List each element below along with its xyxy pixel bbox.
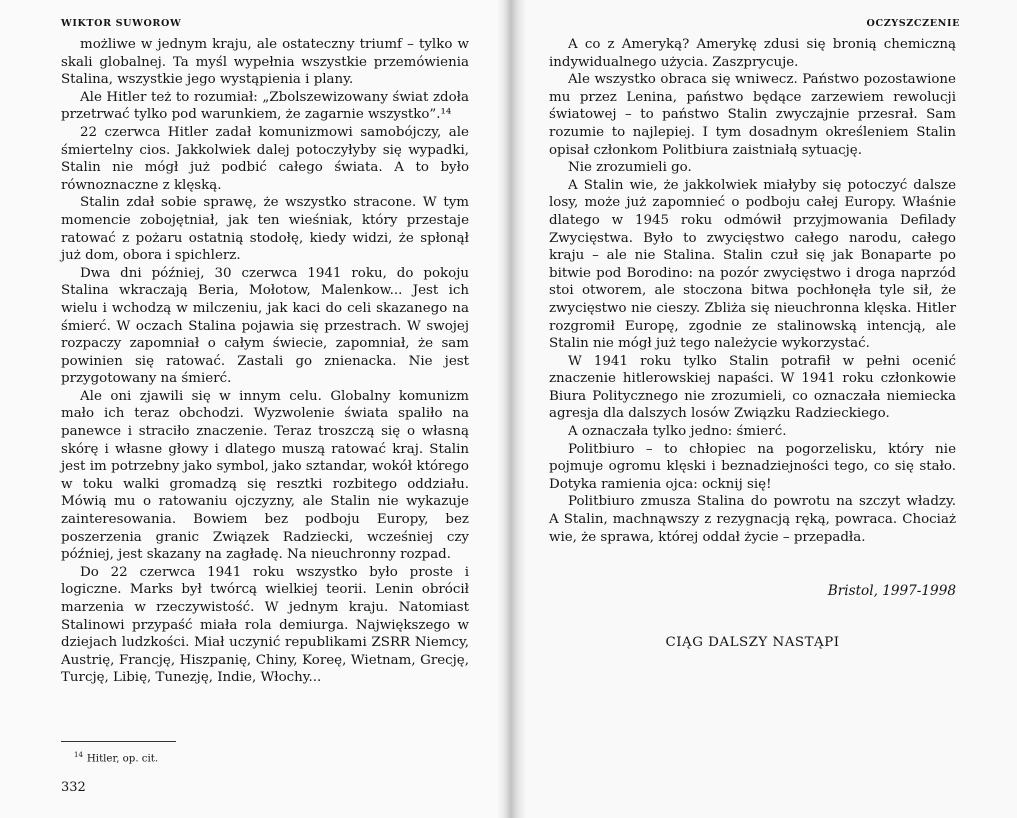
paragraph: Do 22 czerwca 1941 roku wszystko było proste i logiczne. Marks był twórcą wielkiej teorii. Lenin obrócił marzenia w rzeczywistość. W jednym kraju. Natomiast Stalinowi przypaść miała rola demiurga. Największego w dziejach ludzkości. Miał uczynić republikami ZSRR Niemcy, Austrię, Francję, Hiszpanię, Chiny, Koreę, Wietnam, Grecję, Turcję, Libię, Tunezję, Indie, Włochy... bbox=[61, 564, 469, 686]
footnote bbox=[74, 751, 158, 764]
paragraph: Ale Hitler też to rozumiał: „Zbolszewizowany świat zdoła przetrwać tylko pod warunkiem, że zagarnie wszystko”.¹⁴ bbox=[61, 89, 469, 123]
right-page-body bbox=[549, 36, 956, 546]
footnote-text: Hitler, op. cit. bbox=[86, 753, 159, 765]
paragraph: A oznaczała tylko jedno: śmierć. bbox=[568, 424, 787, 440]
left-page bbox=[0, 0, 508, 818]
footnote-divider bbox=[61, 741, 176, 742]
running-head-right: OCZYSZCZENIE bbox=[866, 18, 960, 29]
paragraph: Ale wszystko obraca się wniwecz. Państwo pozostawione mu przez Lenina, państwo będące zarzewiem rewolucji światowej – to państwo Stalin zwyczajnie przesrał. Sam rozumie to najlepiej. I tym dosadnym określeniem Stalin opisał członkom Politbiura zaistniałą sytuację. bbox=[549, 72, 956, 158]
paragraph: możliwe w jednym kraju, ale ostateczny triumf – tylko w skali globalnej. Ta myśl wypełnia wszystkie przemówienia Stalina, wszystkie jego wystąpienia i plany. bbox=[61, 37, 469, 88]
paragraph: W 1941 roku tylko Stalin potrafił w pełni ocenić znaczenie hitlerowskiej napaści. W 1941 roku członkowie Biura Politycznego nie zrozumieli, co oznaczała niemiecka agresja dla dalszych losów Związku Radzieckiego. bbox=[549, 353, 956, 422]
paragraph: Dwa dni później, 30 czerwca 1941 roku, do pokoju Stalina wkraczają Beria, Mołotow, Malenkow... Jest ich wielu i wchodzą w milczeniu, jak kaci do celi skazanego na śmierć. W oczach Stalina pojawia się przestrach. W swojej rozpaczy zapomniał o całym świecie, zapomniał, że sam powinien się ratować. Zastali go znienacka. Nie jest przygotowany na śmierć. bbox=[61, 265, 469, 387]
page-number: 332 bbox=[61, 780, 86, 795]
paragraph: A Stalin wie, że jakkolwiek miałyby się potoczyć dalsze losy, może już zapomnieć o podboju całej Europy. Właśnie dlatego w 1945 roku odmówił przyjmowania Defilady Zwycięstwa. Było to zwycięstwo całego narodu, całego kraju – ale nie Stalina. Stalin czuł się jak Bonaparte po bitwie pod Borodino: na pozór zwycięstwo i droga naprzód stoi otworem, ale stoczona bitwa pochłonęła tyle sił, że zwycięstwo nie cieszy. Zbliża się nieuchronna klęska. Hitler rozgromił Europę, zgodnie ze stalinowską intencją, ale Stalin nie mógł już tego należycie wykorzystać. bbox=[549, 177, 956, 352]
running-head-left: WIKTOR SUWOROW bbox=[61, 18, 182, 29]
paragraph: Stalin zdał sobie sprawę, że wszystko stracone. W tym momencie zobojętniał, jak ten wieśniak, który przestaje ratować z pożaru ostatnią stodołę, kiedy widzi, że spłonął już dom, obora i spichlerz. bbox=[61, 195, 469, 264]
continuation-note: CIĄG DALSZY NASTĄPI bbox=[665, 635, 840, 650]
paragraph: 22 czerwca Hitler zadał komunizmowi samobójczy, ale śmiertelny cios. Jakkolwiek dalej potoczyłyby się wypadki, Stalin nie mógł już podbić całego świata. A to było równoznaczne z klęską. bbox=[61, 124, 469, 193]
paragraph: Nie zrozumieli go. bbox=[568, 160, 692, 176]
left-page-body bbox=[61, 36, 469, 687]
paragraph: Politbiuro – to chłopiec na pogorzelisku, który nie pojmuje ogromu klęski i beznadziejności tego, co się stało. Dotyka ramienia ojca: ocknij się! bbox=[549, 441, 956, 492]
place-date-signature: Bristol, 1997-1998 bbox=[827, 583, 956, 599]
paragraph: Politbiuro zmusza Stalina do powrotu na szczyt władzy. A Stalin, machnąwszy z rezygnacją ręką, powraca. Chociaż wie, że sprawa, której oddał życie – przepadła. bbox=[549, 494, 956, 545]
paragraph: A co z Ameryką? Amerykę zdusi się bronią chemiczną indywidualnego użycia. Zaszprycuje. bbox=[549, 37, 956, 70]
paragraph: Ale oni zjawili się w innym celu. Globalny komunizm mało ich teraz obchodzi. Wyzwolenie świata spaliło na panewce i straciło znaczenie. Teraz troszczą się o własną skórę i własne głowy i dlatego muszą ratować kraj. Stalin jest im potrzebny jako symbol, jako sztandar, wokół którego w toku walki gromadzą się resztki rozbitego oddziału. Mówią mu o ratowaniu ojczyzny, ale Stalin nie wykazuje zainteresowania. Bowiem bez podboju Europy, bez poszerzenia granic Związek Radziecki, wcześniej czy później, jest skazany na zagładę. Na nieuchronny rozpad. bbox=[61, 388, 469, 563]
footnote-number: 14 bbox=[74, 751, 83, 759]
right-page bbox=[508, 0, 1017, 818]
